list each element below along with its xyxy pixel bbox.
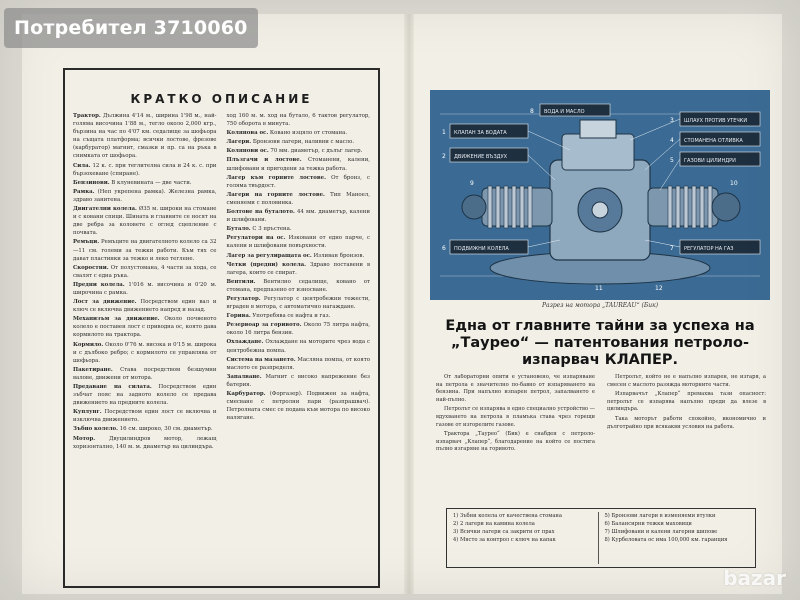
legend-item: 7) Шлифовани и калени лагерни шипове bbox=[604, 529, 718, 535]
description-entry bbox=[73, 205, 217, 237]
entry-term: Охлаждане. bbox=[226, 339, 264, 346]
entry-term: Регулатор. bbox=[226, 295, 261, 302]
entry-text: Здраво поставени в лагера, които се спират. bbox=[226, 261, 370, 276]
entry-text: От бронз, с голяма твърдост. bbox=[226, 174, 370, 189]
entry-term: Лагер за регулиращата ос. bbox=[226, 252, 312, 259]
entry-text: Употребява се нафта и газ. bbox=[250, 313, 331, 320]
entry-text: 44 мм. диаметър, калени и шлифовани. bbox=[226, 209, 370, 224]
entry-text: Ремъците на двигателното колело са 32—11 см. големи за тежки работи. Към тях се дават пластинки за тежко и леко теглене. bbox=[73, 239, 217, 262]
diagram-label: КЛАПАН ЗА ВОДАТА bbox=[454, 130, 507, 136]
entry-term: Плъзгачи и лостове. bbox=[226, 157, 302, 164]
legend-item: 1) Зъбни колела от качествена стомана bbox=[453, 513, 562, 519]
entry-text: Магнит с високо напрежение без батерия. bbox=[226, 373, 370, 388]
entry-term: Колянова ос. bbox=[226, 130, 269, 137]
entry-term: Четки (предни) колела. bbox=[226, 261, 306, 268]
description-entry bbox=[73, 315, 217, 339]
description-entry bbox=[227, 278, 371, 294]
entry-text: Двуцилиндров мотор, лежащ хоризонтално, 140 м. м. диаметър на цилиндъра. bbox=[73, 435, 217, 450]
description-entry bbox=[73, 179, 217, 187]
entry-term: Предаване на силата. bbox=[73, 384, 152, 390]
entry-term: Резервоар за горивото. bbox=[226, 322, 302, 329]
entry-term: Горива. bbox=[226, 313, 251, 320]
entry-text: (Неп укрепена рамка). Железна рамка, здраво занитена. bbox=[73, 188, 217, 203]
left-page-columns bbox=[73, 112, 370, 582]
entry-term: Куплунг. bbox=[73, 409, 102, 416]
diagram-number: 4 bbox=[670, 137, 674, 144]
description-entry bbox=[227, 295, 371, 311]
body-paragraph: Изпарвачът „Клапер“ премахва тази опасност: петролът се изпарява напълно преди да влезе в цилиндъра. bbox=[607, 391, 766, 413]
entry-term: Зъбно колело. bbox=[73, 426, 119, 433]
diagram-number: 10 bbox=[730, 180, 738, 187]
entry-term: Регулатори на ос. bbox=[226, 235, 286, 242]
description-entry bbox=[73, 435, 217, 451]
description-entry bbox=[73, 188, 217, 204]
entry-term: Скоростни. bbox=[73, 264, 109, 271]
entry-term: Сила. bbox=[73, 162, 91, 169]
diagram-label: ГАЗОВИ ЦИЛИНДРИ bbox=[684, 158, 736, 164]
entry-text: (Форгазер). Подвижен за нафта, смесване с петролни пари (разпрашвач). Петролната смес се подава към мотора по високо налягане. bbox=[226, 391, 370, 422]
description-entry bbox=[227, 138, 371, 146]
entry-term: Лост за движение. bbox=[73, 299, 137, 306]
diagram-number: 11 bbox=[595, 285, 603, 292]
description-entry bbox=[73, 162, 217, 178]
description-entry bbox=[227, 356, 371, 372]
description-entry bbox=[73, 298, 217, 314]
entry-text: Около почвеното колело е поставен лост с приводна ос, която дава кормилото на трактора. bbox=[73, 316, 217, 339]
entry-text: Масляна помпа, от която маслото се разпределя. bbox=[226, 356, 370, 371]
description-entry bbox=[227, 338, 371, 354]
entry-text: Около 0'76 м. висока и 0'15 м. широка и с дълбоко ребро; с кормилото се управлява от шофьора. bbox=[73, 341, 217, 364]
watermark-logo: bazar bbox=[723, 566, 786, 590]
entry-text: Охлаждане на моторите чрез вода с центробежна помпа. bbox=[226, 339, 370, 354]
entry-text: В клуневината — две части. bbox=[109, 179, 192, 186]
diagram-number: 12 bbox=[655, 285, 663, 292]
description-entry bbox=[227, 129, 371, 137]
description-entry bbox=[227, 261, 371, 277]
entry-term: Система на мазането. bbox=[226, 356, 296, 363]
body-paragraph: Петролът се изпарява в едно специално устройство — вдухването на петрола в пламъка става чрез горещи газове от изгорелите газове. bbox=[436, 406, 595, 428]
description-entry bbox=[227, 321, 371, 337]
headline: Една от главните тайни за успеха на „Таурео“ — патентования петроло-изпарвач КЛАПЕР. bbox=[445, 318, 755, 368]
entry-text: Регулатор с центробежни тежести, вграден в мотора, с автоматично нагаждане. bbox=[226, 295, 370, 311]
right-body-columns bbox=[436, 374, 766, 494]
entry-text: 12 к. с. при теглителна сила и 24 к. с. при бързохеване (спиране). bbox=[73, 162, 217, 177]
entry-text: Ковано изцяло от стомана. bbox=[268, 130, 348, 137]
description-entry bbox=[73, 281, 217, 297]
entry-term: Мотор. bbox=[73, 435, 96, 442]
diagram-number: 6 bbox=[442, 245, 446, 252]
entry-term: Колянови ос. bbox=[226, 148, 269, 155]
legend-item: 6) Балансирни тежки маховици bbox=[604, 521, 692, 527]
legend-item: 8) Курбеловата ос има 100,000 км. гаранция bbox=[604, 537, 728, 543]
engine-illustration bbox=[430, 90, 770, 300]
entry-term: Бензинови. bbox=[73, 179, 110, 186]
legend-column-2 bbox=[598, 512, 750, 564]
entry-text: 70 мм. диаметър, с дълъг лагер. bbox=[268, 148, 363, 155]
description-entry bbox=[227, 373, 371, 389]
entry-text: Дължина 4'14 м., ширина 1'98 м., най-голяма височина 1'88 м., тегло около 2,000 кгр., бързина на час по 4'07 км. седалище за шофьора на същата платформа; всички лостове, фрезове (карбуратор) магнит, смазки и пр. са на ръка в снимката от шофьора. bbox=[73, 113, 217, 160]
description-entry bbox=[73, 238, 217, 262]
diagram-number: 2 bbox=[442, 153, 446, 160]
description-entry bbox=[227, 156, 371, 172]
entry-text: Тип Маноел, сменяеми с половинка. bbox=[226, 191, 370, 206]
description-entry bbox=[227, 390, 371, 422]
entry-term: Рамка. bbox=[73, 188, 95, 195]
entry-text: Около 75 литра нафта, около 16 литра бензин. bbox=[226, 322, 370, 337]
entry-term: Лагери на горните лостове. bbox=[226, 191, 325, 198]
legend-item: 3) Всички лагери са закрити от прах bbox=[453, 529, 555, 535]
entry-term: Запалване. bbox=[226, 373, 262, 380]
description-entry bbox=[227, 147, 371, 155]
diagram-number: 5 bbox=[670, 157, 674, 164]
legend-column-1 bbox=[453, 512, 598, 564]
entry-term: Кормило. bbox=[73, 341, 104, 348]
diagram-label: ШЛАУХ ПРОТИВ УТЕЧКИ bbox=[684, 118, 748, 124]
description-entry bbox=[73, 264, 217, 280]
entry-text: Вентилно седалище, ковано от стомана, предпазено от износване. bbox=[226, 278, 370, 293]
entry-text: Посредством един лост се включва и изключва движението. bbox=[73, 409, 217, 424]
entry-text: Посредством един зъбчат пояс на задното колело се предава движението на предните колела. bbox=[73, 384, 217, 407]
entry-term: Карбуратор. bbox=[226, 391, 266, 397]
description-entry bbox=[73, 341, 217, 365]
entry-term: Пакетиране. bbox=[73, 366, 113, 373]
description-entry bbox=[227, 191, 371, 207]
entry-text: Изливан бронзов. bbox=[311, 252, 365, 259]
legend-item: 2) 2 лагери на камина колела bbox=[453, 521, 535, 527]
diagram-number: 3 bbox=[670, 117, 674, 124]
diagram-number: 8 bbox=[530, 108, 534, 115]
legend-item: 4) Място за контрол с ключ на капак bbox=[453, 537, 556, 543]
left-column-2 bbox=[227, 112, 371, 582]
entry-term: Ремъци. bbox=[73, 239, 100, 246]
body-paragraph: От лабораторни опити е установено, че изпаряване на петрола е значително по-бавно от изпаряването на бензина. При напълно изпарен петрол, запалването е най-пълно. bbox=[436, 374, 595, 403]
diagram-caption: Разрез на мотора „TAUREAU“ (Бик) bbox=[541, 302, 659, 309]
description-entry bbox=[73, 112, 217, 161]
entry-text: Стоманени, калени, шлифовани и пригодени за тежка работа. bbox=[226, 157, 370, 172]
diagram-label: СТОМАНЕНА ОТЛИВКА bbox=[684, 138, 743, 144]
entry-text: 1'016 м. височина и 0'20 м. широчина с рамка. bbox=[73, 281, 217, 296]
left-column-1 bbox=[73, 112, 217, 582]
description-entry bbox=[227, 112, 371, 128]
entry-term: Бутало. bbox=[226, 226, 251, 233]
entry-term: Лагер към горните лостове. bbox=[226, 174, 326, 181]
description-entry bbox=[73, 366, 217, 382]
entry-text: Посредством един вал и ключ се включва движението напред и назад. bbox=[73, 299, 217, 314]
left-page-title: КРАТКО ОПИСАНИЕ bbox=[130, 92, 313, 106]
body-paragraph: Трактора „Таурео“ (Бик) е снабден с петроло-изпарвач „Клапер“, благодарение на който се постига пълно изгаряне на горивото. bbox=[436, 431, 595, 453]
entry-text: 16 см. широко, 30 см. диаметър. bbox=[118, 426, 213, 433]
entry-text: Става посредством безшумни валове, движени от мотора. bbox=[73, 366, 217, 381]
entry-text: От полустомана, 4 части за хода, се свалят с една ръка. bbox=[73, 264, 217, 279]
right-column-2 bbox=[607, 374, 766, 494]
left-page-frame bbox=[63, 68, 380, 588]
entry-text: Изковани от едно парче, с калени и шлифовани повърхности. bbox=[226, 235, 370, 250]
entry-term: Лагери. bbox=[226, 139, 252, 146]
diagram-label: ВОДА И МАСЛО bbox=[544, 109, 585, 115]
engine-cutaway-diagram bbox=[430, 90, 770, 300]
entry-text: Ø35 м. широки на стомане и с ковани спици. Шината и главните се носят на две ребра за коловете с оглед сцепление с почвата. bbox=[73, 206, 217, 237]
entry-text: Бронзови лагери, наливни с масло. bbox=[251, 139, 355, 146]
description-entry bbox=[227, 312, 371, 320]
parts-legend bbox=[446, 508, 756, 568]
diagram-label: ПОДВИЖНИ КОЛЕЛА bbox=[454, 246, 509, 252]
diagram-label: ДВИЖЕНИЕ ВЪЗДУХ bbox=[454, 154, 508, 160]
entry-term: Двигателни колела. bbox=[73, 206, 137, 213]
body-paragraph: Петролът, който не е напълно изпарен, не изгаря, а смесен с маслото разяжда моторните части. bbox=[607, 374, 766, 388]
description-entry bbox=[73, 383, 217, 407]
entry-term: Предни колела. bbox=[73, 281, 125, 288]
entry-term: Трактор. bbox=[73, 113, 101, 119]
diagram-number: 9 bbox=[470, 180, 474, 187]
diagram-number: 1 bbox=[442, 129, 446, 136]
description-entry bbox=[73, 425, 217, 433]
description-entry bbox=[227, 252, 371, 260]
right-column-1 bbox=[436, 374, 595, 494]
description-entry bbox=[227, 174, 371, 190]
entry-text: С 3 пръстена. bbox=[250, 226, 292, 233]
description-entry bbox=[73, 408, 217, 424]
entry-term: Болтове на буталото. bbox=[226, 209, 295, 216]
diagram-number: 7 bbox=[670, 245, 674, 252]
seller-tag: Потребител 3710060 bbox=[4, 8, 258, 48]
diagram-label: РЕГУЛАТОР НА ГАЗ bbox=[684, 246, 734, 252]
entry-term: Вентили. bbox=[226, 278, 256, 285]
entry-text: ход 160 м. м. ход на бутало, 6 тактов регулатор, 750 оборота в минута. bbox=[226, 113, 370, 128]
description-entry bbox=[227, 225, 371, 233]
entry-term: Механизъм за движение. bbox=[73, 316, 160, 323]
description-entry bbox=[227, 208, 371, 224]
legend-item: 5) Бронзови лагери в изменяеми втулки bbox=[604, 513, 716, 519]
description-entry bbox=[227, 234, 371, 250]
body-paragraph: Така моторът работи спокойно, икономично и дълготрайно при всякакви условия на работа. bbox=[607, 415, 766, 430]
page-fold bbox=[404, 14, 414, 594]
